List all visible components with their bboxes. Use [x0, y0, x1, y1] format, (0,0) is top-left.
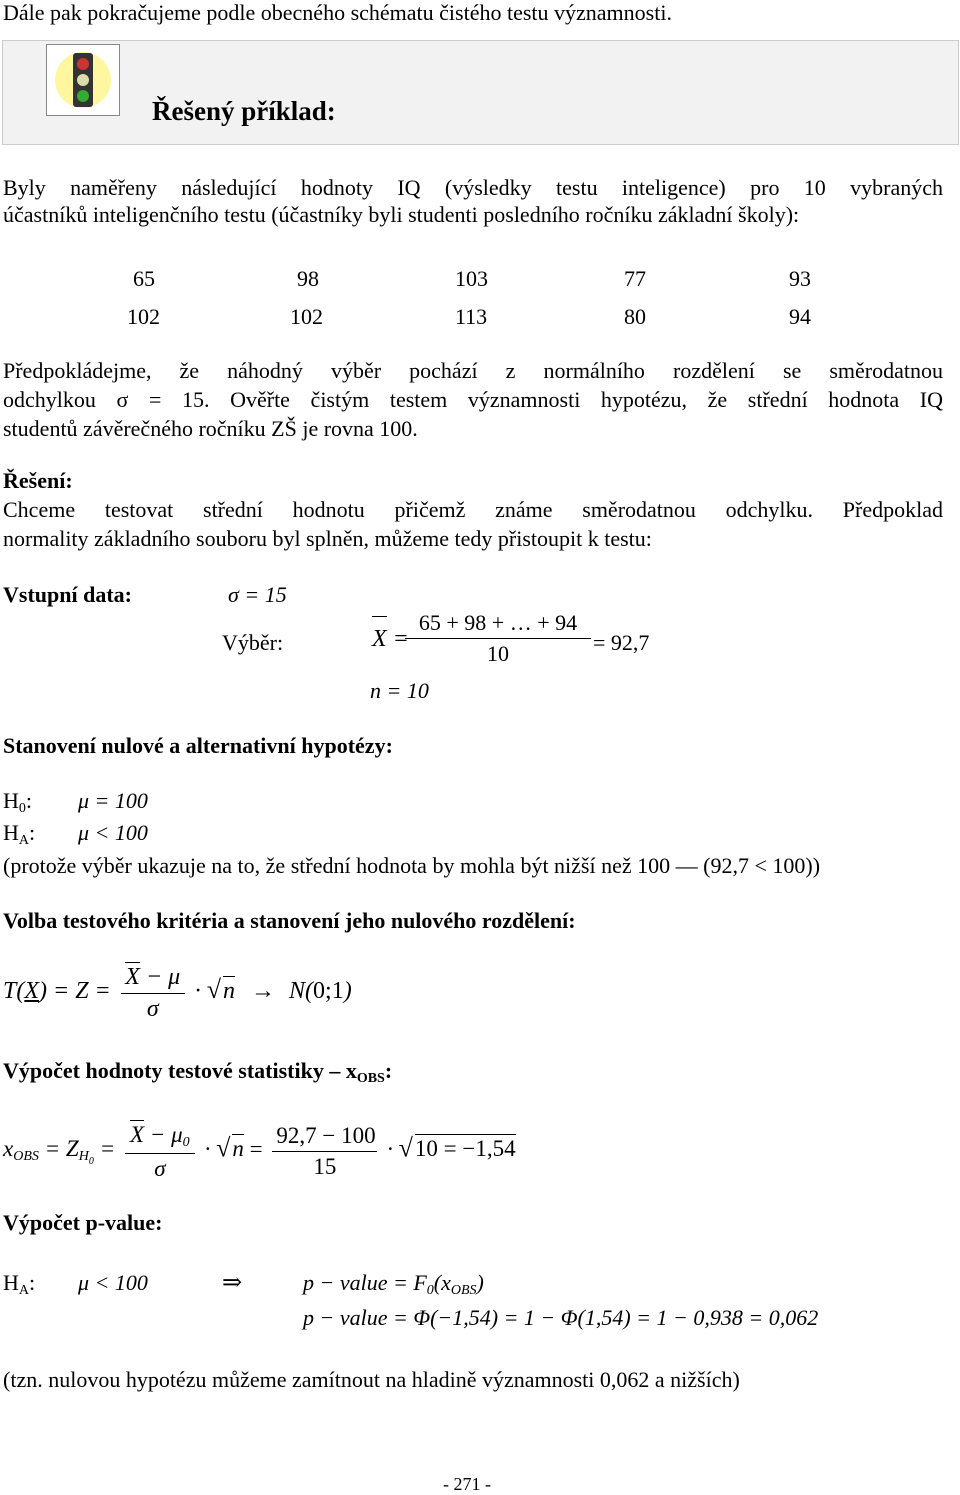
table-cell: 93: [789, 266, 811, 291]
pvalue-ha: $H_A$:: [3, 1270, 36, 1298]
pvalue-line-1: p − value = $F_0(x_{OBS})$: [303, 1270, 484, 1298]
h0-label: H: [3, 788, 19, 813]
sample-mean-value: = 92,7: [593, 630, 650, 655]
statistic-numerator: 92,7 − 100: [272, 1123, 377, 1152]
solution-line-2: normality základního souboru byl splněn, můžeme tedy přistoupit k testu:: [3, 526, 652, 551]
assumption-line-1: Předpokládejme, že náhodný výběr pochází z normálního rozdělení se směrodatnou: [3, 358, 943, 383]
problem-line-2: účastníků inteligenčního testu (účastníky byli studenti posledního ročníku základní školy):: [3, 202, 800, 227]
sample-label: Výběr:: [222, 630, 284, 655]
table-cell: 103: [455, 266, 488, 291]
ha-sub: A: [18, 833, 30, 848]
table-cell: 80: [624, 304, 646, 329]
mean-numerator: 65 + 98 + … + 94: [405, 610, 591, 639]
pvalue-line-2: p − value = Φ(−1,54) = 1 − Φ(1,54) = 1 − 0,938 = 0,062: [303, 1305, 819, 1330]
pvalue-line-1-text: p − value = F: [303, 1270, 427, 1295]
statistic-denominator: 15: [313, 1153, 337, 1179]
statistic-heading-sub: OBS: [356, 1071, 385, 1086]
intro-text: Dále pak pokračujeme podle obecného schématu čistého testu významnosti.: [3, 0, 672, 25]
data-table: [0, 266, 960, 336]
table-cell: 98: [297, 266, 319, 291]
statistic-heading: Výpočet hodnoty testové statistiky – $x_{OBS}$:: [3, 1058, 393, 1086]
table-cell: 94: [789, 304, 811, 329]
pvalue-ha-label: H: [3, 1270, 19, 1295]
example-callout: [2, 40, 959, 145]
mean-denominator: 10: [487, 641, 509, 666]
statistic-formula: $x_{OBS} = Z_{H_0}$ = $\frac{X - \mu_0}{\sigma}$ · √n = $\frac{92,7 - 100}{15}$ · √10 = −1,54: [3, 1122, 516, 1181]
ha-label: H: [3, 820, 19, 845]
table-cell: 65: [133, 266, 155, 291]
hypothesis-note: (protože výběr ukazuje na to, že střední hodnota by mohla být nižší než 100 — (92,7 < 100)): [3, 853, 821, 878]
hypothesis-heading: Stanovení nulové a alternativní hypotézy:: [3, 733, 393, 758]
pvalue-heading: Výpočet p-value:: [3, 1210, 163, 1235]
sigma-equation: σ = 15: [228, 582, 287, 607]
table-cell: 113: [455, 304, 488, 329]
statistic-heading-text: Výpočet hodnoty testové statistiky – x: [3, 1058, 357, 1083]
table-cell: 102: [127, 304, 160, 329]
sample-mean-fraction: [405, 610, 591, 667]
conclusion: (tzn. nulovou hypotézu můžeme zamítnout na hladině významnosti 0,062 a nižších): [3, 1367, 740, 1392]
solution-line-1: Chceme testovat střední hodnotu přičemž známe směrodatnou odchylku. Předpoklad: [3, 497, 943, 522]
assumption-line-2: odchylkou σ = 15. Ověřte čistým testem významnosti hypotézu, že střední hodnota IQ: [3, 387, 943, 412]
solution-heading: Řešení:: [3, 468, 73, 493]
input-data-label: Vstupní data:: [3, 582, 132, 607]
page-number: - 271 -: [443, 1474, 491, 1494]
pvalue-ha-sub: A: [18, 1283, 30, 1298]
n-equation: n = 10: [370, 678, 429, 703]
statistic-result: 10 = −1,54: [414, 1136, 516, 1162]
alt-hypothesis: $H_A$:: [3, 820, 36, 848]
problem-line-1: Byly naměřeny následující hodnoty IQ (výsledky testu inteligence) pro 10 vybraných: [3, 175, 943, 200]
test-criterion-formula: T(X) = Z = $\frac{X - \mu}{\sigma}$ · √n → N(0;1): [3, 964, 352, 1022]
pvalue-ha-equation: μ < 100: [78, 1270, 148, 1295]
implies-icon: ⇒: [222, 1270, 243, 1296]
table-cell: 102: [290, 304, 323, 329]
alt-hypothesis-equation: μ < 100: [78, 820, 148, 845]
traffic-light-icon: [46, 44, 120, 116]
null-hypothesis: $H_0$:: [3, 788, 33, 816]
table-cell: 77: [624, 266, 646, 291]
sample-mean-symbol: X =: [372, 616, 409, 653]
assumption-line-3: studentů závěrečného ročníku ZŠ je rovna 100.: [3, 416, 418, 441]
null-hypothesis-equation: μ = 100: [78, 788, 148, 813]
h0-sub: 0: [18, 801, 26, 816]
criterion-heading: Volba testového kritéria a stanovení jeho nulového rozdělení:: [3, 908, 576, 933]
example-heading: Řešený příklad:: [152, 96, 336, 126]
